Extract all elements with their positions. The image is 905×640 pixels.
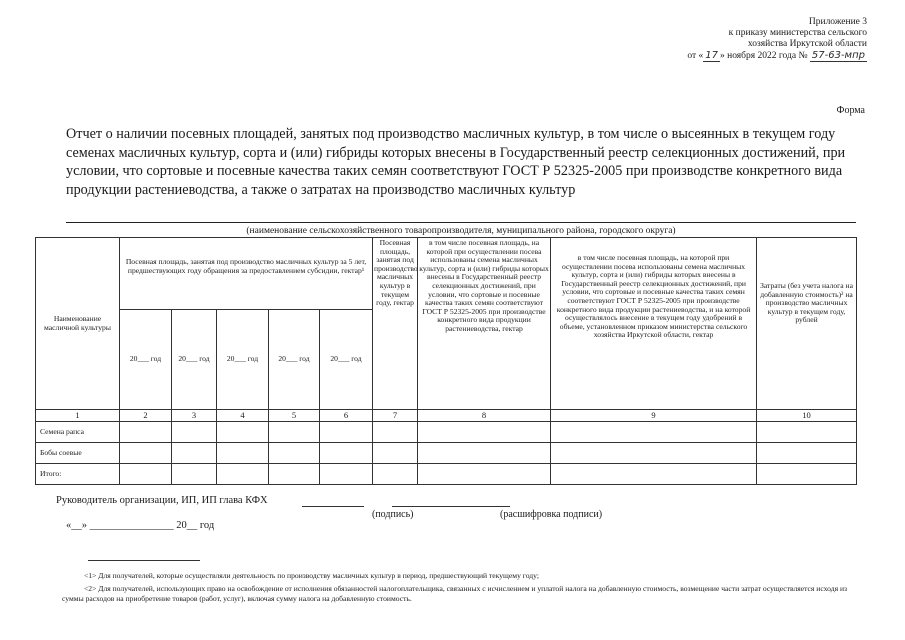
table-cell[interactable] [120,464,172,485]
header-year-2: 20___ год [172,310,217,410]
sign-date-line: «__» ________________ 20__ год [66,520,215,531]
header-crop-name: Наименование масличной культуры [36,238,120,410]
org-name-line [66,222,856,223]
ministry-name: хозяйства Иркутской области [747,39,867,49]
table-cell[interactable] [551,464,757,485]
footnote-separator [88,560,200,561]
header-year-3: 20___ год [217,310,269,410]
handwritten-order-number: 57-63-мпр [811,50,865,61]
signature-caption: (подпись) [372,509,414,520]
date-prefix: от « [687,51,704,61]
col-number: 6 [320,410,373,422]
table-cell[interactable] [418,443,551,464]
col-number: 3 [172,410,217,422]
table-cell[interactable] [217,443,269,464]
table-cell[interactable] [757,443,857,464]
col-number: 4 [217,410,269,422]
header-area-5-years: Посевная площадь, занятая под производство масличных культур за 5 лет, предшествующих году обращения за предоставлением субсидии, гектар¹ [120,238,373,310]
appendix-header [607,17,867,62]
col-number: 9 [551,410,757,422]
table-cell[interactable] [120,443,172,464]
signatory-label: Руководитель организации, ИП, ИП глава КФХ [56,495,268,506]
signature-decode-caption: (расшифровка подписи) [500,509,603,520]
table-cell[interactable] [373,443,418,464]
table-cell[interactable] [320,464,373,485]
col-number: 2 [120,410,172,422]
table-cell[interactable] [269,422,320,443]
table-cell[interactable] [320,422,373,443]
appendix-number: Приложение 3 [808,17,867,27]
table-cell[interactable] [269,443,320,464]
table-row [36,422,857,443]
form-label: Форма [836,105,865,116]
col-number: 10 [757,410,857,422]
handwritten-day: 17 [705,50,719,61]
header-area-registered-seeds: в том числе посевная площадь, на которой при осуществлении посева использованы семена масличных культур, сорта и (или) гибриды которых внесены в Государственный реестр селекционных достижений, при условии, что сортовые и посевные качества таких семян соответствуют ГОСТ Р 52325-2005 при производстве конкретного вида продукции растениеводства, гектар [418,238,551,410]
table-cell[interactable] [418,464,551,485]
table-cell[interactable] [217,464,269,485]
col-number: 7 [373,410,418,422]
order-date [607,50,867,62]
table-cell[interactable] [172,443,217,464]
footnote-1: <1> Для получателей, которые осуществляли деятельность по производству масличных культур в период, предшествующий текущему году; [84,571,539,580]
report-table [35,237,857,485]
table-cell[interactable] [120,422,172,443]
header-area-fertilized: в том числе посевная площадь, на которой при осуществлении посева использованы семена масличных культур, сорта и (или) гибриды которых внесены в Государственный реестр селекционных достижений, при условии, что сортовые и посевные качества таких семян соответствуют ГОСТ Р 52325-2005 при производстве конкретного вида продукции растениеводства, и на которой осуществлялось внесение в текущем году удобрений в объеме, установленном приказом министерства сельского хозяйства Иркутской области, гектар [551,238,757,410]
report-title: Отчет о наличии посевных площадей, занятых под производство масличных культур, в том числе о высеянных в текущем году семенах масличных культур, сорта и (или) гибриды которых внесены в Государственный реестр селекционных достижений, при условии, что сортовые и посевные качества таких семян соответствуют ГОСТ Р 52325-2005 при производстве конкретного вида продукции растениеводства, а также о затратах на производство масличных культур [66,126,846,198]
col-number: 1 [36,410,120,422]
table-cell[interactable] [373,464,418,485]
table-row [36,443,857,464]
table-cell[interactable] [373,422,418,443]
table-cell[interactable] [320,443,373,464]
header-costs: Затраты (без учета налога на добавленную стоимость)² на производство масличных культур в текущем году, рублей [757,238,857,410]
table-cell[interactable] [757,422,857,443]
table-cell[interactable] [418,422,551,443]
signature-decode-line[interactable] [392,506,510,507]
table-row [36,464,857,485]
table-cell[interactable] [217,422,269,443]
table-cell[interactable] [172,422,217,443]
table-cell[interactable] [172,464,217,485]
footnote-2: <2> Для получателей, использующих право на освобождение от исполнения обязанностей налогоплательщика, связанных с исчислением и уплатой налога на добавленную стоимость, возмещение части затрат осуществляется исходя из суммы расходов на приобретение товаров (работ, услуг), включая сумму налога на добавленную стоимость. [62,584,848,603]
row-label-soybeans: Бобы соевые [36,443,120,464]
date-mid: » ноября 2022 года № [720,51,808,61]
row-label-rapeseed: Семена рапса [36,422,120,443]
row-label-total: Итого: [36,464,120,485]
col-number: 5 [269,410,320,422]
column-number-row [36,410,857,422]
signature-line[interactable] [302,506,364,507]
table-cell[interactable] [269,464,320,485]
order-reference: к приказу министерства сельского [728,28,867,38]
header-year-5: 20___ год [320,310,373,410]
table-cell[interactable] [757,464,857,485]
org-name-caption: (наименование сельскохозяйственного товаропроизводителя, муниципального района, городского округа) [246,226,676,236]
header-area-current-year: Посевная площадь, занятая под производство масличных культур в текущем году, гектар [373,238,418,410]
header-year-1: 20___ год [120,310,172,410]
header-year-4: 20___ год [269,310,320,410]
col-number: 8 [418,410,551,422]
table-cell[interactable] [551,422,757,443]
table-cell[interactable] [551,443,757,464]
